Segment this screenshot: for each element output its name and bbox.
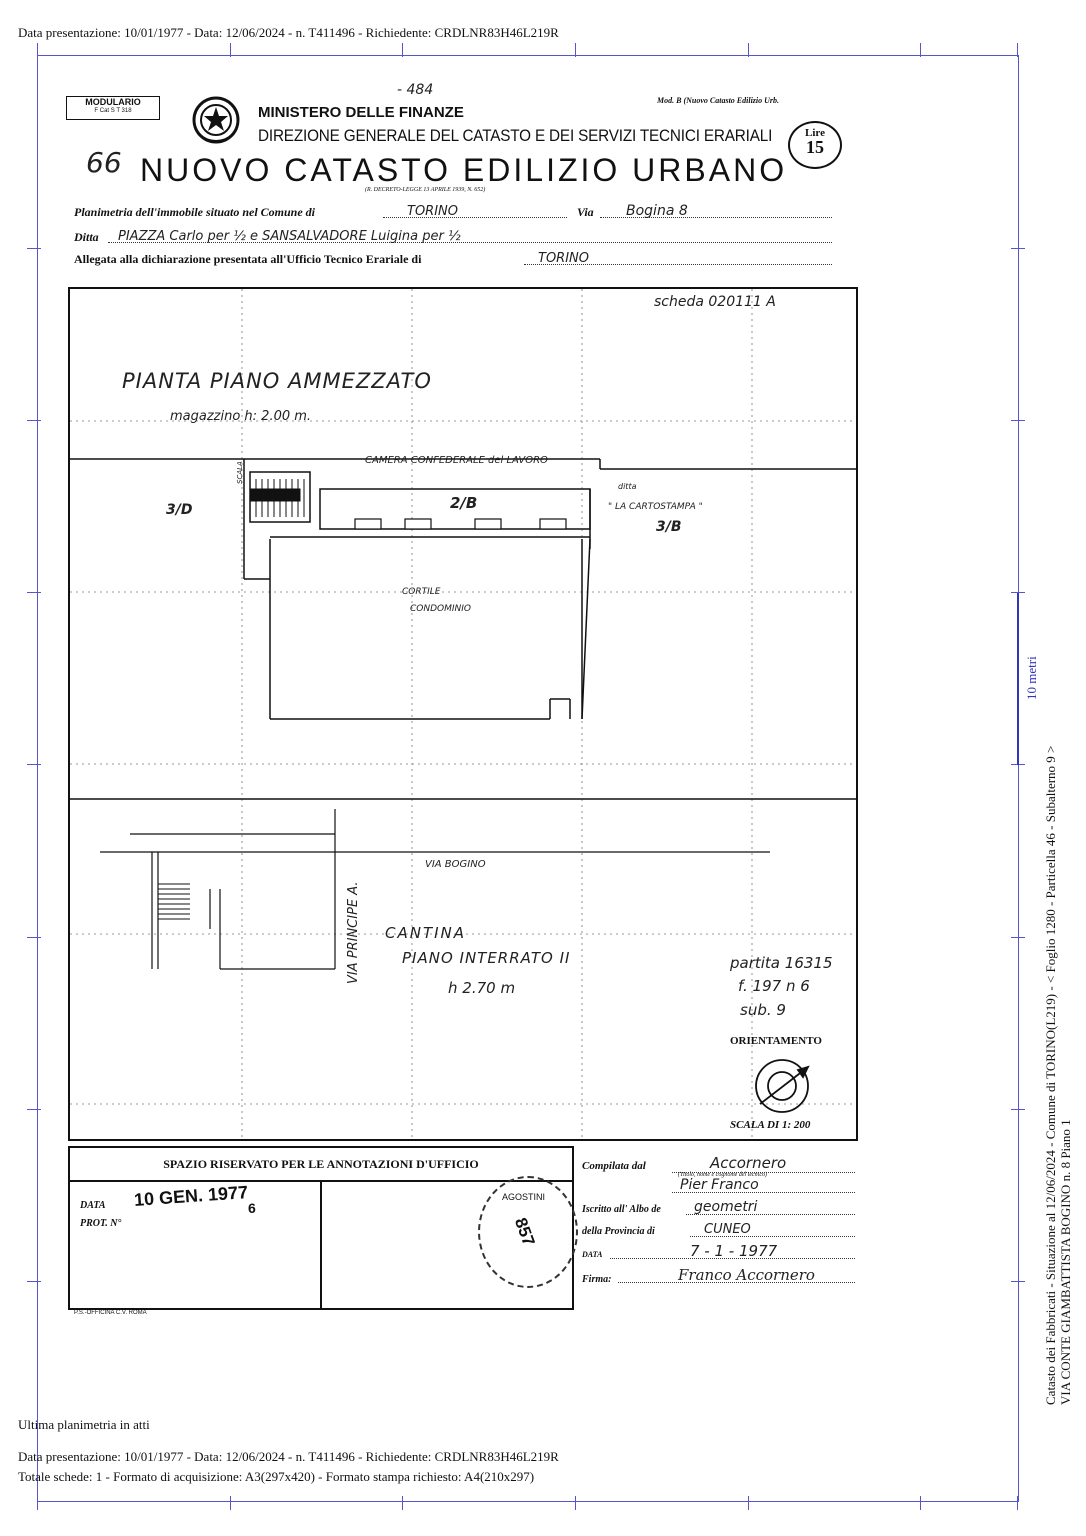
- orientamento-label: ORIENTAMENTO: [730, 1035, 822, 1047]
- office-prot-label: PROT. N°: [80, 1218, 122, 1229]
- row2-value-line: [108, 227, 832, 243]
- stamp-text: AGOSTINI: [502, 1192, 546, 1202]
- sub-label: sub. 9: [740, 1001, 786, 1019]
- office-box: [68, 1146, 574, 1310]
- row2-label: Ditta: [74, 230, 99, 244]
- floor-plan: [68, 287, 858, 1141]
- row3-value-line: [524, 249, 832, 265]
- plan-subtitle: magazzino h: 2.00 m.: [170, 409, 312, 424]
- provincia-label: della Provincia di: [582, 1226, 655, 1237]
- camera-label: CAMERA CONFEDERALE del LAVORO: [365, 455, 548, 466]
- row1-via-label: Via: [577, 205, 594, 219]
- lire-badge: [788, 121, 842, 169]
- albo-label: Iscritto all' Albo de: [582, 1204, 661, 1215]
- row1-via-line: [600, 202, 832, 218]
- scala-label: SCALA: [236, 461, 244, 484]
- modulario-box: [66, 96, 160, 120]
- compilata-value: Accornero: [710, 1154, 787, 1172]
- data2-value: 7 - 1 - 1977: [690, 1242, 778, 1260]
- header-line: Data presentazione: 10/01/1977 - Data: 12/06/2024 - n. T411496 - Richiedente: CRDLNR83H46L219R: [18, 25, 559, 40]
- ditta-label: ditta: [618, 482, 637, 491]
- compilata-section: [580, 1150, 855, 1300]
- stamp-number: 857: [510, 1215, 539, 1249]
- lire-label: Lire: [805, 127, 825, 139]
- lire-value: 15: [806, 137, 824, 157]
- row3-value: TORINO: [538, 251, 589, 266]
- row3-label: Allegata alla dichiarazione presentata all'Ufficio Tecnico Erariale di: [74, 252, 422, 266]
- albo-value: geometri: [694, 1199, 758, 1215]
- handwritten-number: 66: [86, 146, 122, 179]
- cartostampa-label: " LA CARTOSTAMPA ": [608, 502, 703, 512]
- printer-note: P.S.-OFFICINA C.V. ROMA: [74, 1310, 147, 1316]
- via-bogino-label: VIA BOGINO: [425, 859, 486, 870]
- scheda-label: scheda 020111 A: [654, 294, 776, 310]
- scale-bar: [1017, 593, 1019, 765]
- row1-value: TORINO: [407, 204, 458, 219]
- row1-value-line: [383, 202, 567, 218]
- modulario-label: MODULARIO: [85, 97, 141, 107]
- row1-label: Planimetria dell'immobile situato nel Comune di: [74, 205, 316, 219]
- side-info-line2: VIA CONTE GIAMBATTISTA BOGINO n. 8 Piano 1: [1058, 1119, 1073, 1405]
- side-info-line1: Catasto dei Fabbricati - Situazione al 12/06/2024 - Comune di TORINO(L219) - < Foglio 1280 - Particella 46 - Subalterno 9 >: [1043, 745, 1058, 1405]
- foglio-label: f. 197 n 6: [738, 977, 810, 995]
- plan-title: PIANTA PIANO AMMEZZATO: [122, 369, 432, 393]
- row2-value: PIAZZA Carlo per ½ e SANSALVADORE Luigina per ½: [118, 229, 461, 244]
- cortile-label: CORTILE: [402, 587, 441, 597]
- ministry-name: MINISTERO DELLE FINANZE: [258, 104, 464, 121]
- mod-b-label: Mod. B (Nuovo Catasto Edilizio Urb.: [657, 96, 780, 105]
- office-data-label: DATA: [80, 1200, 106, 1211]
- firma-label: Firma:: [582, 1274, 612, 1285]
- compilata-label: Compilata dal: [582, 1160, 646, 1172]
- decree-note: (R. DECRETO-LEGGE 13 APRILE 1939, N. 652): [365, 187, 486, 193]
- compilata-value2: Pier Franco: [680, 1177, 759, 1193]
- footer-line1: Data presentazione: 10/01/1977 - Data: 12/06/2024 - n. T411496 - Richiedente: CRDLNR83H46L219R: [18, 1449, 559, 1464]
- office-data-number: 6: [248, 1200, 256, 1216]
- office-data-value: 10 GEN. 1977: [133, 1182, 249, 1210]
- office-heading: SPAZIO RISERVATO PER LE ANNOTAZIONI D'UFFICIO: [163, 1157, 479, 1171]
- provincia-value: CUNEO: [704, 1222, 751, 1237]
- unit-3b-label: 3/B: [656, 519, 682, 535]
- last-plan-note: Ultima planimetria in atti: [18, 1417, 150, 1432]
- compass-icon: [756, 1060, 808, 1112]
- partita-label: partita 16315: [730, 954, 833, 972]
- condominio-label: CONDOMINIO: [410, 604, 472, 614]
- data2-label: DATA: [582, 1250, 603, 1259]
- direction-name: DIREZIONE GENERALE DEL CATASTO E DEI SERVIZI TECNICI ERARIALI: [258, 126, 773, 145]
- compilata-hint: (Titolo, nome e cognome del tecnico): [678, 1172, 767, 1178]
- piano-interrato-label: PIANO INTERRATO II: [402, 949, 571, 967]
- h-cantina-label: h 2.70 m: [448, 979, 516, 997]
- office-stamp: [478, 1176, 578, 1288]
- cantina-label: CANTINA: [385, 924, 467, 942]
- republic-emblem-icon: [190, 94, 242, 148]
- unit-2b-label: 2/B: [450, 494, 478, 512]
- footer-line2: Totale schede: 1 - Formato di acquisizione: A3(297x420) - Formato stampa richiesto: A4(210x297): [18, 1469, 535, 1484]
- form-title: NUOVO CATASTO EDILIZIO URBANO: [140, 152, 788, 188]
- row1-via-value: Bogina 8: [626, 203, 688, 219]
- modulario-code: F Cat S T 318: [94, 108, 132, 114]
- via-principe-label: VIA PRINCIPE A.: [346, 881, 361, 984]
- top-number: - 484: [397, 82, 434, 98]
- scale-bar-label: 10 metri: [1024, 656, 1039, 700]
- unit-3d-label: 3/D: [166, 502, 193, 518]
- scala-ratio-label: SCALA DI 1: 200: [730, 1119, 811, 1131]
- firma-value: Franco Accornero: [678, 1266, 815, 1284]
